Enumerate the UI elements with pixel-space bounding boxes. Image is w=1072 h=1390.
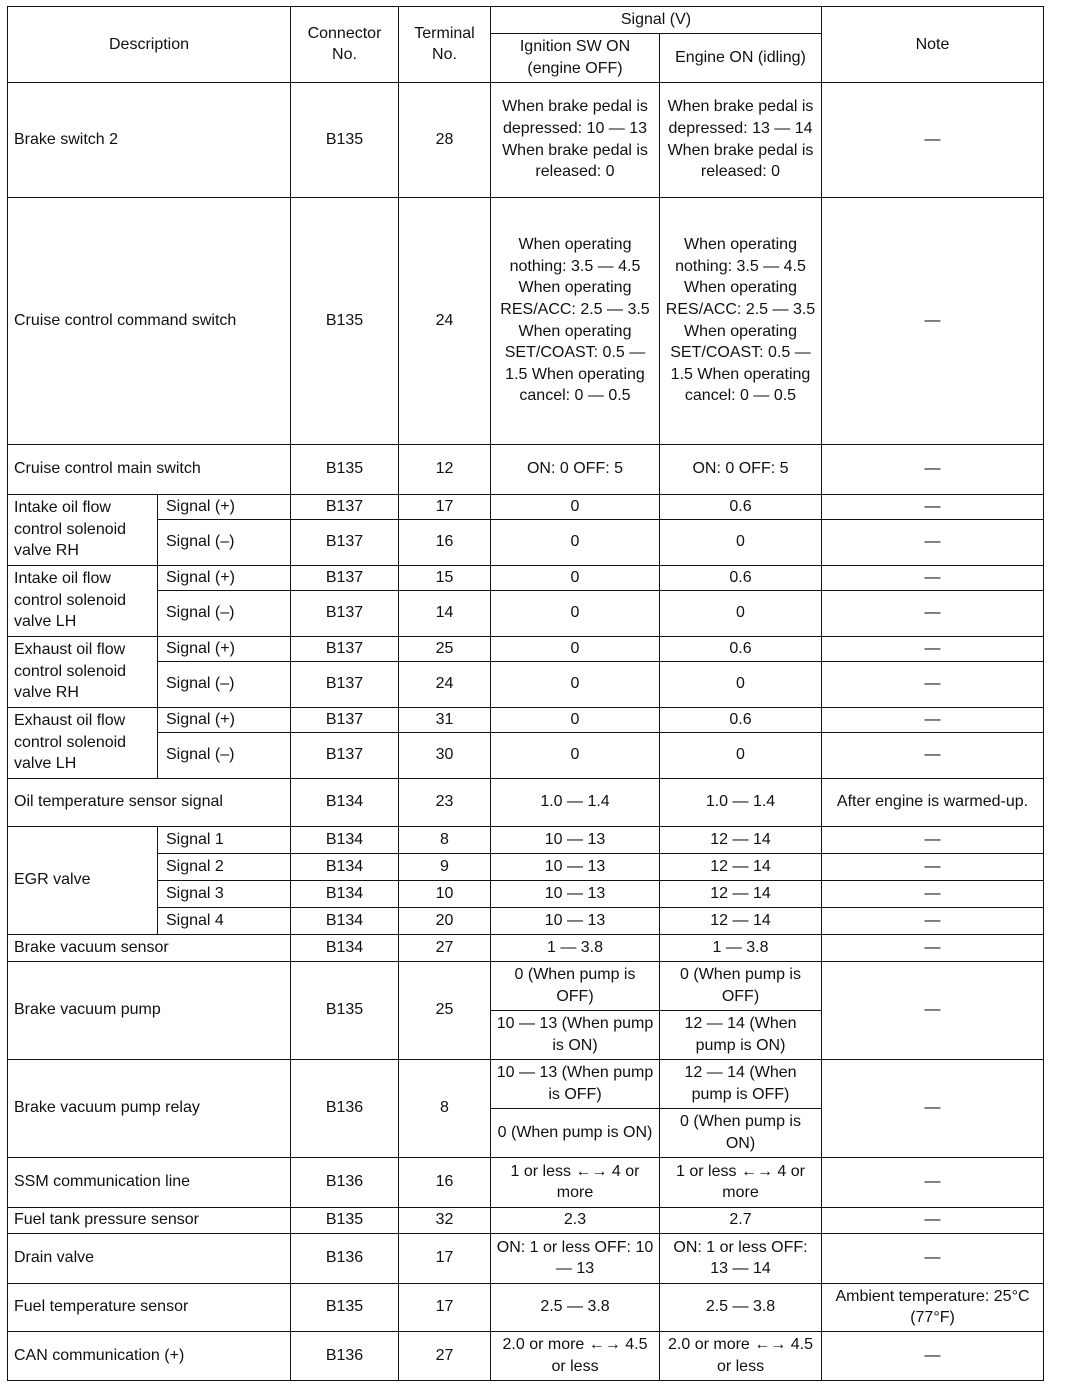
ignition-signal-cell: 0 [491,590,660,636]
terminal-cell: 17 [399,494,491,519]
table-row [8,934,1044,961]
ignition-signal-cell: 2.0 or more ←→ 4.5 or less [491,1331,660,1380]
sub-signal-cell: Signal (–) [158,519,291,565]
table-row [8,661,1044,707]
engine-signal-cell: 12 — 14 [660,907,822,934]
connector-cell: B134 [291,826,399,853]
ignition-signal-cell: 0 [491,732,660,778]
table-row [8,826,1044,853]
terminal-cell: 25 [399,961,491,1059]
description-cell: Fuel temperature sensor [8,1283,291,1331]
sub-signal-cell: Signal 3 [158,880,291,907]
table-row [8,494,1044,519]
note-cell: — [822,1157,1044,1207]
terminal-cell: 10 [399,880,491,907]
header-note: Note [822,7,1044,83]
connector-cell: B137 [291,732,399,778]
description-cell: Cruise control command switch [8,197,291,444]
ignition-signal-cell: 10 — 13 [491,826,660,853]
sub-signal-cell: Signal 4 [158,907,291,934]
header-engine: Engine ON (idling) [660,33,822,82]
engine-signal-cell: 12 — 14 [660,853,822,880]
note-cell: — [822,519,1044,565]
engine-signal-cell: ON: 1 or less OFF: 13 — 14 [660,1233,822,1283]
terminal-cell: 25 [399,636,491,661]
ignition-signal-cell: 1 — 3.8 [491,934,660,961]
description-cell: Brake switch 2 [8,82,291,197]
connector-cell: B136 [291,1331,399,1380]
note-cell: — [822,707,1044,732]
terminal-cell: 28 [399,82,491,197]
note-cell: — [822,590,1044,636]
description-cell: SSM communication line [8,1157,291,1207]
description-cell: Fuel tank pressure sensor [8,1207,291,1233]
connector-cell: B137 [291,707,399,732]
note-cell: — [822,826,1044,853]
description-cell: Drain valve [8,1233,291,1283]
table-row [8,1233,1044,1283]
header-description: Description [8,7,291,83]
connector-cell: B135 [291,82,399,197]
sub-signal-cell: Signal (+) [158,565,291,590]
connector-cell: B136 [291,1157,399,1207]
header-ignition: Ignition SW ON (engine OFF) [491,33,660,82]
terminal-cell: 12 [399,444,491,494]
ignition-signal-cell: ON: 0 OFF: 5 [491,444,660,494]
terminal-cell: 27 [399,1331,491,1380]
description-cell: Oil temperature sensor signal [8,778,291,826]
table-row [8,590,1044,636]
table-row [8,82,1044,197]
sub-signal-cell: Signal 2 [158,853,291,880]
engine-signal-cell: 0.6 [660,494,822,519]
table-row [8,519,1044,565]
table-row [8,565,1044,590]
terminal-cell: 8 [399,826,491,853]
note-cell: — [822,1331,1044,1380]
connector-cell: B137 [291,494,399,519]
engine-signal-cell: 12 — 14 (When pump is ON) [660,1010,822,1059]
table-row [8,444,1044,494]
terminal-cell: 16 [399,519,491,565]
ignition-signal-cell: When operating nothing: 3.5 — 4.5 When operating RES/ACC: 2.5 — 3.5 When operating SET/COAST: 0.5 — 1.5 When operating cancel: 0 — 0.5 [491,197,660,444]
engine-signal-cell: 0 [660,590,822,636]
sub-signal-cell: Signal (+) [158,494,291,519]
terminal-cell: 24 [399,661,491,707]
description-cell: Exhaust oil flow control solenoid valve LH [8,707,158,778]
header-terminal: Terminal No. [399,7,491,83]
note-cell: — [822,565,1044,590]
signal-spec-table [7,6,1044,1381]
header-connector: Connector No. [291,7,399,83]
ignition-signal-cell: 1.0 — 1.4 [491,778,660,826]
engine-signal-cell: 1 or less ←→ 4 or more [660,1157,822,1207]
engine-signal-cell: ON: 0 OFF: 5 [660,444,822,494]
engine-signal-cell: 0 (When pump is OFF) [660,961,822,1010]
ignition-signal-cell: 10 — 13 [491,907,660,934]
connector-cell: B135 [291,444,399,494]
terminal-cell: 27 [399,934,491,961]
terminal-cell: 23 [399,778,491,826]
engine-signal-cell: 12 — 14 [660,826,822,853]
sub-signal-cell: Signal (+) [158,636,291,661]
table-row [8,907,1044,934]
connector-cell: B136 [291,1059,399,1157]
terminal-cell: 17 [399,1233,491,1283]
terminal-cell: 14 [399,590,491,636]
ignition-signal-cell: 0 [491,636,660,661]
terminal-cell: 9 [399,853,491,880]
engine-signal-cell: 0 [660,661,822,707]
ignition-signal-cell: 0 (When pump is ON) [491,1108,660,1157]
engine-signal-cell: 0.6 [660,707,822,732]
table-row [8,880,1044,907]
table-row [8,197,1044,444]
table-row [8,707,1044,732]
ignition-signal-cell: 10 — 13 [491,853,660,880]
connector-cell: B134 [291,853,399,880]
engine-signal-cell: 0 [660,732,822,778]
description-cell: Brake vacuum pump relay [8,1059,291,1157]
connector-cell: B135 [291,1207,399,1233]
sub-signal-cell: Signal 1 [158,826,291,853]
ignition-signal-cell: 2.3 [491,1207,660,1233]
table-row [8,961,1044,1010]
ignition-signal-cell: 0 [491,707,660,732]
note-cell: — [822,1059,1044,1157]
engine-signal-cell: 1.0 — 1.4 [660,778,822,826]
description-cell: Cruise control main switch [8,444,291,494]
engine-signal-cell: 0 (When pump is ON) [660,1108,822,1157]
connector-cell: B134 [291,907,399,934]
note-cell: — [822,853,1044,880]
note-cell: — [822,444,1044,494]
description-cell: Exhaust oil flow control solenoid valve RH [8,636,158,707]
connector-cell: B135 [291,1283,399,1331]
note-cell: — [822,636,1044,661]
terminal-cell: 8 [399,1059,491,1157]
engine-signal-cell: 0.6 [660,565,822,590]
table-row [8,1283,1044,1331]
description-cell: Brake vacuum sensor [8,934,291,961]
ignition-signal-cell: 1 or less ←→ 4 or more [491,1157,660,1207]
engine-signal-cell: 1 — 3.8 [660,934,822,961]
engine-signal-cell: 2.0 or more ←→ 4.5 or less [660,1331,822,1380]
ignition-signal-cell: 0 [491,565,660,590]
connector-cell: B137 [291,590,399,636]
connector-cell: B136 [291,1233,399,1283]
connector-cell: B137 [291,661,399,707]
engine-signal-cell: When brake pedal is depressed: 13 — 14 When brake pedal is released: 0 [660,82,822,197]
table-row [8,778,1044,826]
table-row [8,732,1044,778]
description-cell: EGR valve [8,826,158,934]
note-cell: — [822,197,1044,444]
ignition-signal-cell: 0 [491,519,660,565]
note-cell: — [822,934,1044,961]
ignition-signal-cell: 10 — 13 (When pump is OFF) [491,1059,660,1108]
description-cell: Intake oil flow control solenoid valve LH [8,565,158,636]
table-row [8,1207,1044,1233]
terminal-cell: 15 [399,565,491,590]
ignition-signal-cell: When brake pedal is depressed: 10 — 13 When brake pedal is released: 0 [491,82,660,197]
note-cell: — [822,732,1044,778]
engine-signal-cell: 0.6 [660,636,822,661]
connector-cell: B135 [291,961,399,1059]
terminal-cell: 17 [399,1283,491,1331]
description-cell: Intake oil flow control solenoid valve RH [8,494,158,565]
note-cell: — [822,880,1044,907]
ignition-signal-cell: 0 [491,661,660,707]
connector-cell: B134 [291,778,399,826]
engine-signal-cell: 12 — 14 (When pump is OFF) [660,1059,822,1108]
connector-cell: B134 [291,880,399,907]
connector-cell: B137 [291,636,399,661]
ignition-signal-cell: 10 — 13 [491,880,660,907]
table-row [8,1331,1044,1380]
note-cell: — [822,907,1044,934]
note-cell: — [822,961,1044,1059]
table-row [8,1157,1044,1207]
table-row [8,853,1044,880]
ignition-signal-cell: 10 — 13 (When pump is ON) [491,1010,660,1059]
connector-cell: B137 [291,565,399,590]
note-cell: Ambient temperature: 25°C (77°F) [822,1283,1044,1331]
ignition-signal-cell: ON: 1 or less OFF: 10 — 13 [491,1233,660,1283]
note-cell: After engine is warmed-up. [822,778,1044,826]
sub-signal-cell: Signal (–) [158,732,291,778]
connector-cell: B135 [291,197,399,444]
connector-cell: B137 [291,519,399,565]
table-row [8,636,1044,661]
engine-signal-cell: When operating nothing: 3.5 — 4.5 When operating RES/ACC: 2.5 — 3.5 When operating SET/COAST: 0.5 — 1.5 When operating cancel: 0 — 0.5 [660,197,822,444]
note-cell: — [822,661,1044,707]
terminal-cell: 16 [399,1157,491,1207]
engine-signal-cell: 0 [660,519,822,565]
note-cell: — [822,1207,1044,1233]
engine-signal-cell: 2.7 [660,1207,822,1233]
note-cell: — [822,1233,1044,1283]
terminal-cell: 30 [399,732,491,778]
sub-signal-cell: Signal (–) [158,661,291,707]
table-row [8,1059,1044,1108]
description-cell: Brake vacuum pump [8,961,291,1059]
terminal-cell: 24 [399,197,491,444]
engine-signal-cell: 12 — 14 [660,880,822,907]
description-cell: CAN communication (+) [8,1331,291,1380]
ignition-signal-cell: 0 [491,494,660,519]
header-signal: Signal (V) [491,7,822,34]
sub-signal-cell: Signal (–) [158,590,291,636]
note-cell: — [822,82,1044,197]
terminal-cell: 31 [399,707,491,732]
ignition-signal-cell: 0 (When pump is OFF) [491,961,660,1010]
terminal-cell: 20 [399,907,491,934]
terminal-cell: 32 [399,1207,491,1233]
note-cell: — [822,494,1044,519]
ignition-signal-cell: 2.5 — 3.8 [491,1283,660,1331]
engine-signal-cell: 2.5 — 3.8 [660,1283,822,1331]
sub-signal-cell: Signal (+) [158,707,291,732]
connector-cell: B134 [291,934,399,961]
